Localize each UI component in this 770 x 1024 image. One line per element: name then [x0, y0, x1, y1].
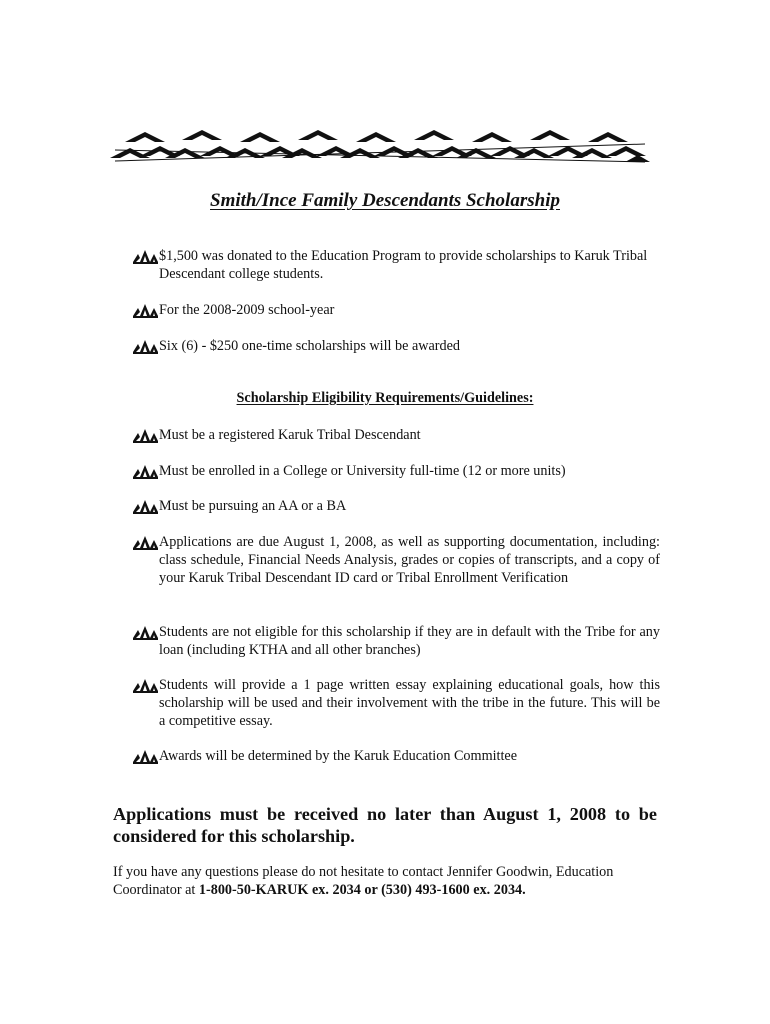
basket-design-icon	[132, 427, 159, 443]
bullet-text: Students are not eligible for this scholarship if they are in default with the Tribe for any loan (including KTHA and all other branches)	[159, 624, 660, 658]
bullet-text: Must be enrolled in a College or University full-time (12 or more units)	[159, 463, 566, 479]
list-item	[132, 337, 660, 355]
bullet-text: Six (6) - $250 one-time scholarships will be awarded	[159, 338, 461, 354]
bullet-text: Must be pursuing an AA or a BA	[159, 498, 347, 514]
basket-design-icon	[132, 302, 159, 318]
list-item	[132, 462, 660, 480]
bullet-text: Must be a registered Karuk Tribal Descendant	[159, 427, 421, 443]
bullet-text: Applications are due August 1, 2008, as well as supporting documentation, including: class schedule, Financial Needs Analysis, grades or copies of transcripts, and a copy of your Karuk Tribal Descendant ID card or Tribal Enrollment Verification	[159, 534, 660, 586]
basket-design-icon	[132, 748, 159, 764]
page-title: Smith/Ince Family Descendants Scholarship	[210, 190, 560, 211]
bullet-text: Students will provide a 1 page written essay explaining educational goals, how this scholarship will be used and their involvement with the tribe in the future. This will be a competitive essay.	[159, 677, 660, 729]
contact-phone: 1-800-50-KARUK ex. 2034 or (530) 493-1600 ex. 2034.	[198, 882, 526, 898]
basket-design-icon	[132, 248, 159, 264]
list-item	[132, 623, 660, 659]
bullet-text: $1,500 was donated to the Education Program to provide scholarships to Karuk Tribal Descendant college students.	[159, 248, 648, 282]
list-item	[132, 426, 660, 444]
tribal-basket-pattern-icon	[110, 128, 650, 164]
requirements-heading: Scholarship Eligibility Requirements/Guidelines:	[236, 390, 534, 406]
contact-paragraph	[113, 863, 661, 899]
basket-design-icon	[132, 677, 159, 693]
bullet-text: Awards will be determined by the Karuk Education Committee	[159, 748, 518, 764]
basket-design-icon	[132, 463, 159, 479]
basket-design-icon	[132, 498, 159, 514]
list-item	[132, 533, 660, 587]
list-item	[132, 247, 660, 283]
list-item	[132, 497, 660, 515]
deadline-notice: Applications must be received no later than August 1, 2008 to be considered for this scholarship.	[113, 804, 657, 846]
list-item	[132, 301, 660, 319]
bullet-text: For the 2008-2009 school-year	[159, 302, 335, 318]
basket-design-icon	[132, 338, 159, 354]
list-item	[132, 676, 660, 730]
basket-design-icon	[132, 534, 159, 550]
basket-design-icon	[132, 624, 159, 640]
list-item	[132, 747, 660, 765]
contact-text: If you have any questions please do not hesitate to contact Jennifer Goodwin, Education Coordinator at	[113, 864, 614, 898]
